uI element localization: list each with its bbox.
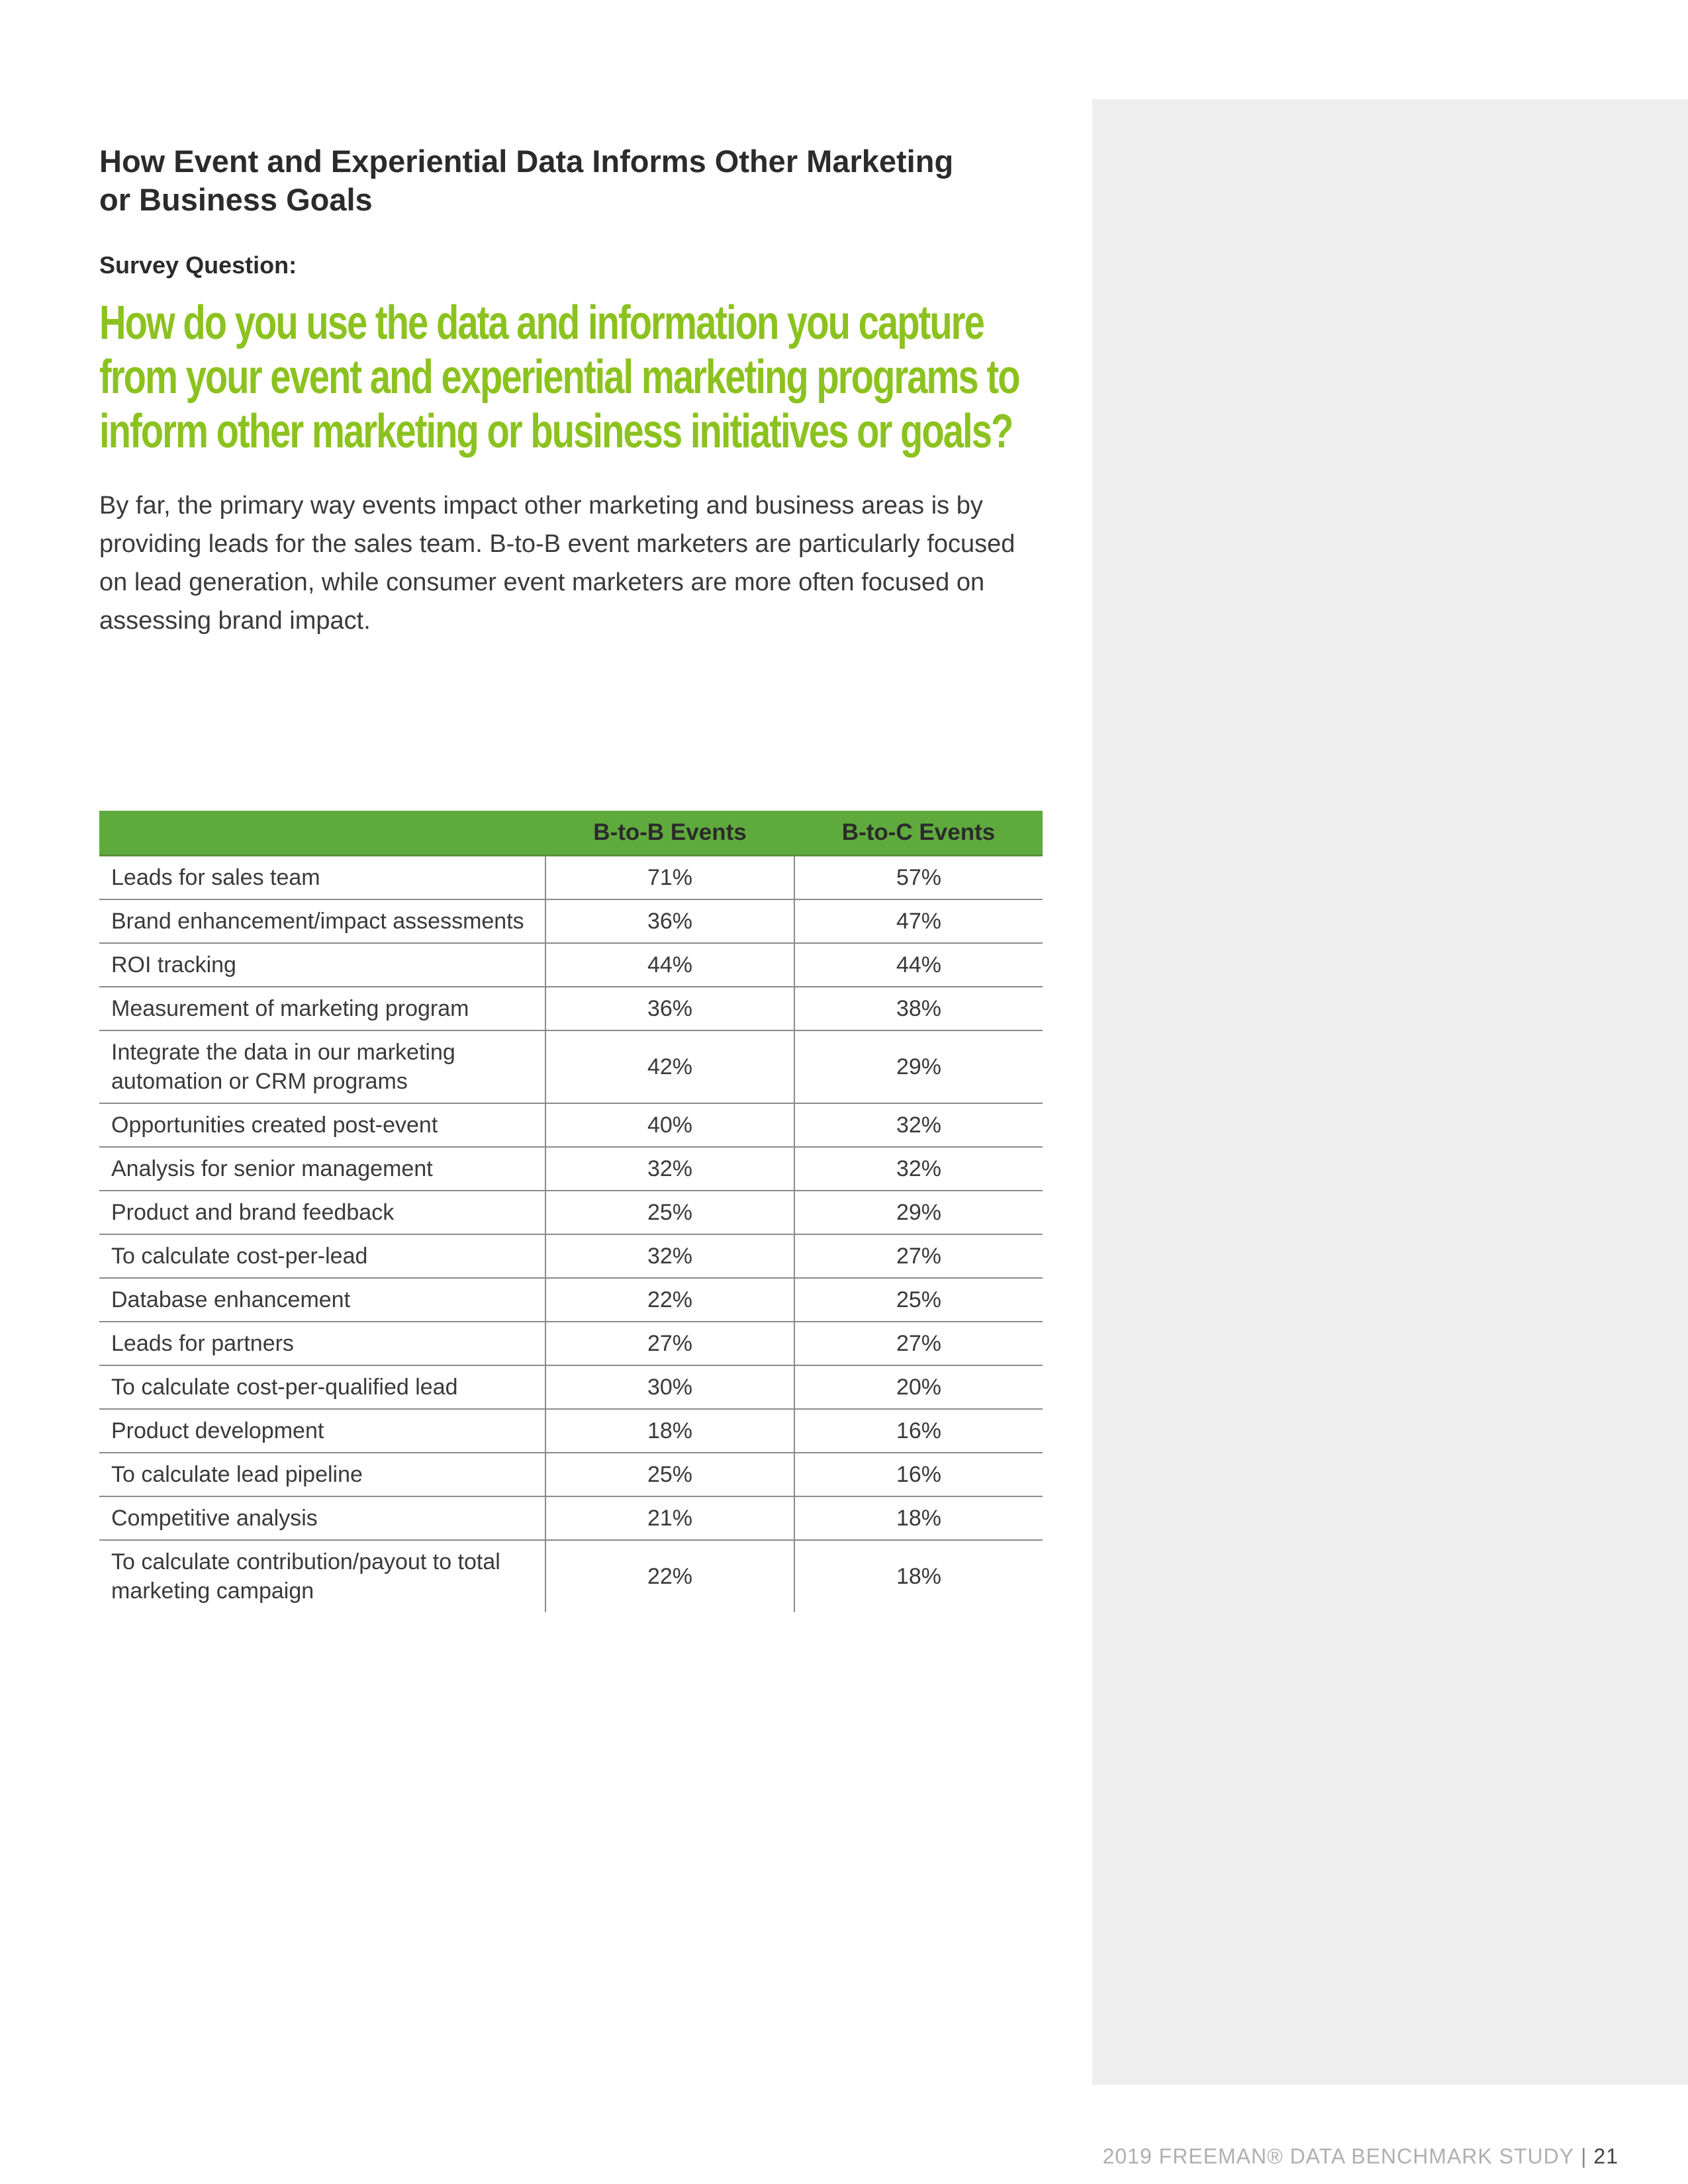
b2c-value: 32% <box>794 1103 1043 1147</box>
results-table <box>99 811 1043 1612</box>
table-row <box>99 1103 1043 1147</box>
header-b2c: B-to-C Events <box>794 811 1043 856</box>
table-row <box>99 1030 1043 1103</box>
row-label: Opportunities created post-event <box>99 1103 545 1147</box>
b2c-value: 16% <box>794 1409 1043 1453</box>
row-label: To calculate lead pipeline <box>99 1453 545 1496</box>
survey-question: How do you use the data and information you capture from your event and experiential marketing programs to inform other marketing or business initiatives or goals? <box>99 296 1019 458</box>
table-row <box>99 943 1043 987</box>
table-row <box>99 1191 1043 1234</box>
b2b-value: 40% <box>545 1103 794 1147</box>
table-row <box>99 987 1043 1030</box>
row-label: Product development <box>99 1409 545 1453</box>
b2c-value: 32% <box>794 1147 1043 1191</box>
row-label: Leads for sales team <box>99 856 545 900</box>
b2c-value: 38% <box>794 987 1043 1030</box>
row-label: Brand enhancement/impact assessments <box>99 899 545 943</box>
b2c-value: 25% <box>794 1278 1043 1322</box>
b2c-value: 18% <box>794 1540 1043 1612</box>
main-content <box>99 142 1043 1604</box>
row-label: Product and brand feedback <box>99 1191 545 1234</box>
table-row <box>99 1322 1043 1365</box>
table-header-row <box>99 811 1043 856</box>
table-row <box>99 856 1043 900</box>
b2c-value: 47% <box>794 899 1043 943</box>
header-b2b: B-to-B Events <box>545 811 794 856</box>
b2b-value: 36% <box>545 899 794 943</box>
b2b-value: 27% <box>545 1322 794 1365</box>
header-blank <box>99 811 545 856</box>
b2b-value: 42% <box>545 1030 794 1103</box>
row-label: Analysis for senior management <box>99 1147 545 1191</box>
footer-separator: | <box>1581 2144 1587 2168</box>
row-label: Competitive analysis <box>99 1496 545 1540</box>
table-row <box>99 1496 1043 1540</box>
b2c-value: 16% <box>794 1453 1043 1496</box>
page-footer <box>1103 2144 1618 2169</box>
b2b-value: 44% <box>545 943 794 987</box>
row-label: Integrate the data in our marketing automation or CRM programs <box>99 1030 545 1103</box>
table-row <box>99 899 1043 943</box>
row-label: Measurement of marketing program <box>99 987 545 1030</box>
table-row <box>99 1147 1043 1191</box>
b2b-value: 22% <box>545 1540 794 1612</box>
table-row <box>99 1278 1043 1322</box>
page-number: 21 <box>1593 2144 1618 2168</box>
b2c-value: 27% <box>794 1234 1043 1278</box>
table-row <box>99 1365 1043 1409</box>
b2c-value: 44% <box>794 943 1043 987</box>
b2c-value: 27% <box>794 1322 1043 1365</box>
b2b-value: 36% <box>545 987 794 1030</box>
footer-text: 2019 FREEMAN® DATA BENCHMARK STUDY <box>1102 2144 1575 2168</box>
section-title: How Event and Experiential Data Informs Other Marketing or Business Goals <box>99 144 954 217</box>
row-label: To calculate contribution/payout to total marketing campaign <box>111 1549 500 1604</box>
b2b-value: 30% <box>545 1365 794 1409</box>
row-label: Leads for partners <box>99 1322 545 1365</box>
row-label: To calculate cost-per-lead <box>99 1234 545 1278</box>
b2b-value: 32% <box>545 1147 794 1191</box>
b2c-value: 20% <box>794 1365 1043 1409</box>
b2b-value: 18% <box>545 1409 794 1453</box>
b2c-value: 29% <box>794 1191 1043 1234</box>
table-row <box>99 1409 1043 1453</box>
table-row <box>99 1540 1043 1612</box>
b2b-value: 32% <box>545 1234 794 1278</box>
b2b-value: 25% <box>545 1191 794 1234</box>
survey-label: Survey Question: <box>99 251 297 279</box>
b2c-value: 29% <box>794 1030 1043 1103</box>
b2c-value: 57% <box>794 856 1043 900</box>
row-label: ROI tracking <box>99 943 545 987</box>
b2b-value: 71% <box>545 856 794 900</box>
b2c-value: 18% <box>794 1496 1043 1540</box>
intro-paragraph: By far, the primary way events impact other marketing and business areas is by providing leads for the sales team. B-to-B event marketers are particularly focused on lead generation, while consumer event marketers are more often focused on assessing brand impact. <box>99 492 1015 635</box>
table-row <box>99 1234 1043 1278</box>
b2b-value: 21% <box>545 1496 794 1540</box>
table-row <box>99 1453 1043 1496</box>
row-label: Database enhancement <box>99 1278 545 1322</box>
sidebar-panel <box>1092 99 1688 2085</box>
b2b-value: 25% <box>545 1453 794 1496</box>
row-label: To calculate cost-per-qualified lead <box>99 1365 545 1409</box>
b2b-value: 22% <box>545 1278 794 1322</box>
